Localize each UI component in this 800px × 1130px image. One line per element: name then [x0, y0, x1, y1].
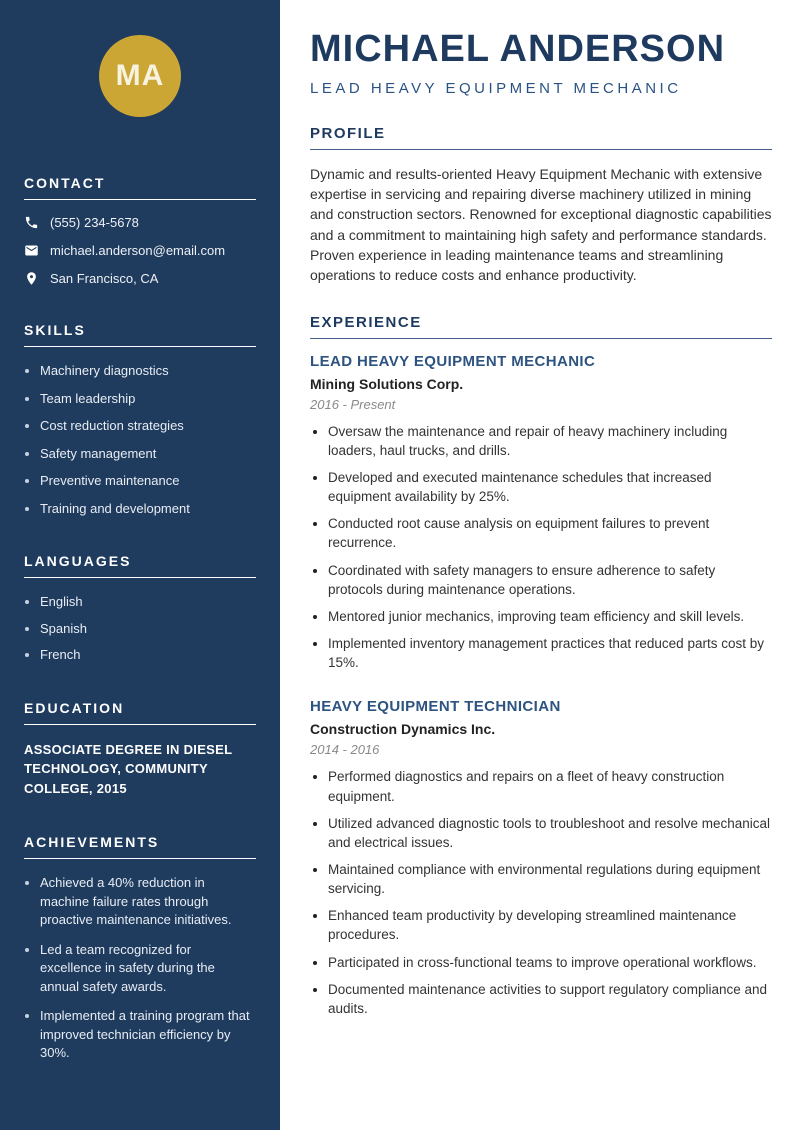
job-title: HEAVY EQUIPMENT TECHNICIAN [310, 698, 561, 716]
job-bullet: • Utilized advanced diagnostic tools to troubleshoot and resolve mechanical and electrical issues. [328, 814, 772, 852]
language-item: • English [40, 593, 256, 611]
skills-section [24, 322, 256, 517]
profile-section [310, 125, 772, 286]
languages-section [24, 553, 256, 664]
location-pin-icon [24, 271, 39, 286]
job-bullet: • Enhanced team productivity by developing streamlined maintenance procedures. [328, 906, 772, 944]
job-dates: 2014 - 2016 [310, 742, 380, 758]
contact-section [24, 175, 256, 286]
language-item: • Spanish [40, 620, 256, 638]
job-bullet: • Conducted root cause analysis on equipment failures to prevent recurrence. [328, 514, 772, 552]
experience-section [310, 314, 772, 1018]
job-entry [310, 698, 772, 1018]
job-bullet: • Mentored junior mechanics, improving team efficiency and skill levels. [328, 607, 772, 626]
job-entry [310, 353, 772, 673]
job-bullet: • Coordinated with safety managers to ensure adherence to safety protocols during maintenance operations. [328, 561, 772, 599]
sidebar [0, 0, 280, 1130]
job-bullet: • Developed and executed maintenance schedules that increased equipment availability by 25%. [328, 468, 772, 506]
skills-heading: SKILLS [24, 322, 256, 347]
languages-heading: LANGUAGES [24, 553, 256, 578]
main-content [280, 0, 800, 1130]
achievements-heading: ACHIEVEMENTS [24, 834, 256, 859]
achievement-item: • Implemented a training program that improved technician efficiency by 30%. [40, 1007, 256, 1062]
job-bullet: • Performed diagnostics and repairs on a fleet of heavy construction equipment. [328, 767, 772, 805]
achievement-item: • Led a team recognized for excellence in safety during the annual safety awards. [40, 941, 256, 996]
contact-location: San Francisco, CA [50, 271, 159, 286]
person-name: MICHAEL ANDERSON [310, 28, 726, 70]
achievements-section [24, 834, 256, 1062]
avatar [99, 35, 181, 117]
experience-heading: EXPERIENCE [310, 314, 772, 339]
education-heading: EDUCATION [24, 700, 256, 725]
job-company: Construction Dynamics Inc. [310, 721, 496, 738]
skills-list [24, 362, 256, 517]
job-title: LEAD HEAVY EQUIPMENT MECHANIC [310, 352, 596, 370]
achievement-item: • Achieved a 40% reduction in machine failure rates through proactive maintenance initiatives. [40, 874, 256, 929]
email-icon [24, 243, 39, 258]
skill-item: • Safety management [40, 445, 256, 463]
profile-text: Dynamic and results-oriented Heavy Equipment Mechanic with extensive expertise in servicing and repairing diverse machinery utilized in mining and construction sectors. Renowned for exceptional diagnostic capabilities and a commitment to maintaining high safety and performance standards. Proven experience in leading maintenance teams and streamlining operations to reduce costs and enhance productivity. [310, 165, 772, 284]
job-dates: 2016 - Present [310, 396, 396, 412]
education-section [24, 700, 256, 799]
job-bullet: • Oversaw the maintenance and repair of heavy machinery including loaders, haul trucks, and drills. [328, 422, 772, 460]
languages-list [24, 593, 256, 664]
skill-item: • Team leadership [40, 390, 256, 408]
contact-phone-row [24, 215, 256, 230]
contact-heading: CONTACT [24, 175, 256, 200]
job-bullet: • Maintained compliance with environmental regulations during equipment servicing. [328, 860, 772, 898]
profile-heading: PROFILE [310, 125, 772, 150]
skill-item: • Preventive maintenance [40, 472, 256, 490]
job-bullet: • Documented maintenance activities to support regulatory compliance and audits. [328, 980, 772, 1018]
phone-icon [24, 215, 39, 230]
contact-email: michael.anderson@email.com [50, 243, 226, 258]
job-bullets [310, 422, 772, 673]
job-bullet: • Participated in cross-functional teams to improve operational workflows. [328, 953, 772, 972]
contact-email-row [24, 243, 256, 258]
person-title: LEAD HEAVY EQUIPMENT MECHANIC [310, 79, 682, 97]
achievements-list [24, 874, 256, 1062]
language-item: • French [40, 646, 256, 664]
contact-phone: (555) 234-5678 [50, 215, 139, 230]
job-bullets [310, 767, 772, 1018]
skill-item: • Cost reduction strategies [40, 417, 256, 435]
skill-item: • Training and development [40, 500, 256, 518]
job-company: Mining Solutions Corp. [310, 375, 464, 392]
avatar-initials: MA [115, 59, 165, 92]
job-bullet: • Implemented inventory management practices that reduced parts cost by 15%. [328, 634, 772, 672]
education-degree: ASSOCIATE DEGREE IN DIESEL TECHNOLOGY, COMMUNITY COLLEGE, 2015 [24, 741, 233, 796]
skill-item: • Machinery diagnostics [40, 362, 256, 380]
contact-location-row [24, 271, 256, 286]
